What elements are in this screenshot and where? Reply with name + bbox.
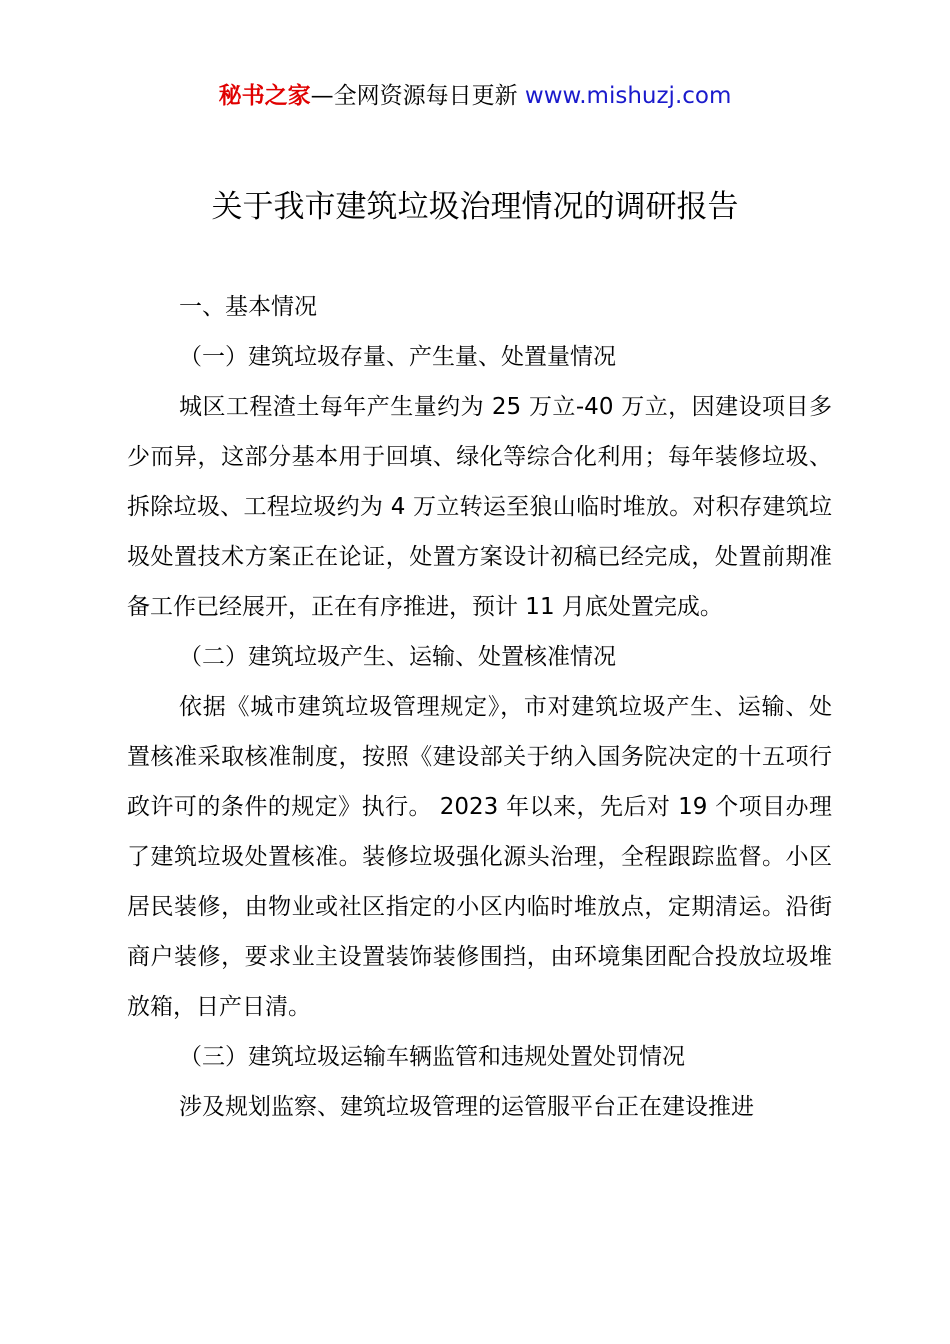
section-heading-basic: 一、基本情况	[179, 294, 317, 320]
site-header	[0, 80, 950, 112]
site-url-link[interactable]: www.mishuzj.com	[524, 83, 732, 109]
document-title: 关于我市建筑垃圾治理情况的调研报告	[211, 189, 739, 225]
subsection-heading-2: （二）建筑垃圾产生、运输、处置核准情况	[179, 644, 616, 670]
paragraph-1: 城区工程渣土每年产生量约为 25 万立-40 万立，因建设项目多少而异，这部分基本用于回填、绿化等综合化利用；每年装修垃圾、拆除垃圾、工程垃圾约为 4 万立转运至狼山临时堆放。对积存建筑垃圾处置技术方案正在论证，处置方案设计初稿已经完成，处置前期准备工作已经展开，正在有序推进，预计 11 月底处置完成。	[127, 394, 832, 620]
brand-name: 秘书之家	[218, 83, 311, 109]
subsection-heading-3: （三）建筑垃圾运输车辆监管和违规处置处罚情况	[179, 1044, 685, 1070]
header-tagline: —全网资源每日更新	[310, 83, 525, 109]
paragraph-3: 涉及规划监察、建筑垃圾管理的运管服平台正在建设推进	[179, 1094, 754, 1120]
paragraph-2: 依据《城市建筑垃圾管理规定》，市对建筑垃圾产生、运输、处置核准采取核准制度，按照《建设部关于纳入国务院决定的十五项行政许可的条件的规定》执行。 2023 年以来，先后对 19 个项目办理了建筑垃圾处置核准。装修垃圾强化源头治理，全程跟踪监督。小区居民装修，由物业或社区指定的小区内临时堆放点，定期清运。沿街商户装修，要求业主设置装饰装修围挡，由环境集团配合投放垃圾堆放箱，日产日清。	[127, 694, 832, 1020]
document-body	[127, 282, 832, 1132]
subsection-heading-1: （一）建筑垃圾存量、产生量、处置量情况	[179, 344, 616, 370]
